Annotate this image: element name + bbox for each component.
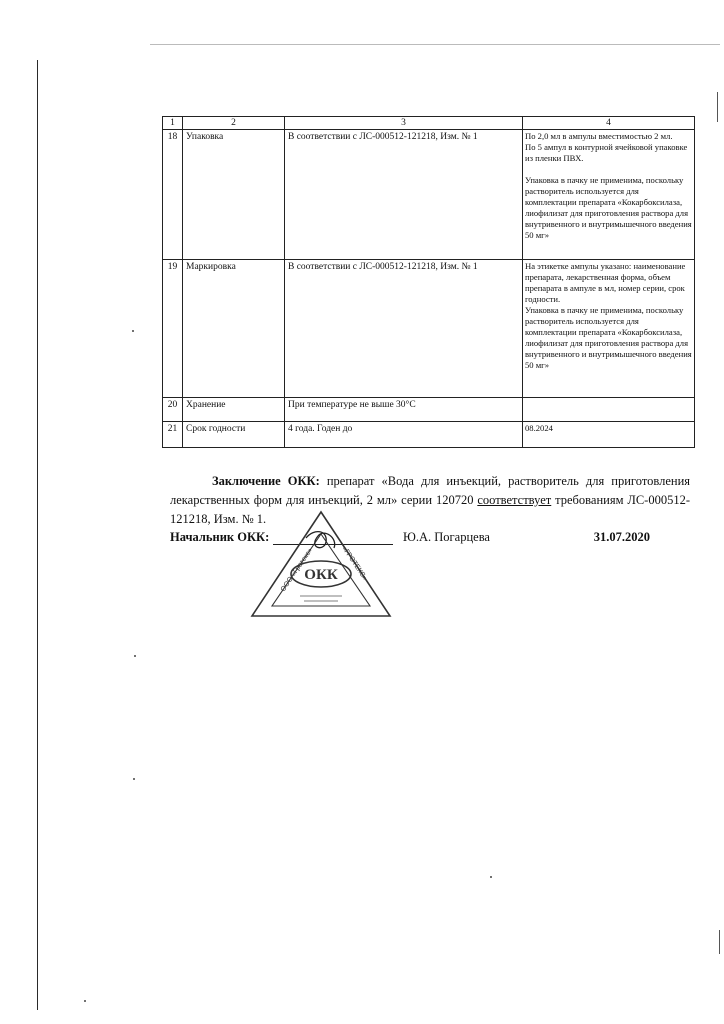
row-number: 19 (163, 260, 183, 398)
stamp-right-text: «ГРОТЕКС» (340, 545, 369, 582)
handwritten-signature (306, 532, 335, 548)
result-line: По 5 ампул в контурной ячейковой упаковке из пленки ПВХ. (525, 142, 688, 163)
scan-speck (132, 330, 134, 332)
row-result: 08.2024 (523, 422, 695, 448)
row-indicator: Срок годности (183, 422, 285, 448)
row-number: 20 (163, 398, 183, 422)
scan-speck (134, 655, 136, 657)
row-requirement: 4 года. Годен до (285, 422, 523, 448)
conclusion-verdict: соответствует (477, 493, 552, 507)
scan-speck (84, 1000, 86, 1002)
result-line: Упаковка в пачку не применима, поскольку растворитель используется для комплектации препарата «Кокарбоксилаза, лиофилизат для приготовления раствора для внутривенного и внутримышечного введения 50 мг» (525, 305, 692, 370)
row-indicator: Маркировка (183, 260, 285, 398)
column-header: 2 (183, 117, 285, 130)
table-header-row (163, 117, 695, 130)
conclusion-label: Заключение ОКК: (212, 474, 320, 488)
scan-edge-right-bottom (719, 930, 720, 954)
row-result (523, 130, 695, 260)
column-header: 4 (523, 117, 695, 130)
row-indicator: Упаковка (183, 130, 285, 260)
row-requirement: В соответствии с ЛС-000512-121218, Изм. № 1 (285, 130, 523, 260)
signer-name: Ю.А. Погарцева (403, 530, 490, 544)
row-number: 18 (163, 130, 183, 260)
table-row (163, 260, 695, 398)
row-requirement: При температуре не выше 30°С (285, 398, 523, 422)
conclusion-text: препарат «Вода для инъекций, растворитель для приготовления лекарственных форм для инъекций, 2 мл» серии (170, 474, 691, 507)
conclusion-text-end: требованиям ЛС-000512-121218, Изм. № 1. (170, 493, 691, 526)
table-row (163, 398, 695, 422)
stamp-left-text: ООО «Гротекс» (279, 547, 315, 594)
scan-edge-right (717, 92, 718, 122)
okk-stamp (248, 508, 394, 620)
row-indicator: Хранение (183, 398, 285, 422)
stamp-outer-triangle (252, 512, 390, 616)
row-requirement: В соответствии с ЛС-000512-121218, Изм. № 1 (285, 260, 523, 398)
signature-label: Начальник ОКК: (170, 530, 270, 544)
scan-edge-left (37, 60, 38, 1010)
result-line: Упаковка в пачку не применима, поскольку растворитель используется для комплектации препарата «Кокарбоксилаза, лиофилизат для приготовления раствора для внутривенного и внутримышечного введения 50 мг» (525, 175, 692, 240)
row-result (523, 398, 695, 422)
conclusion-series: 120720 (435, 493, 474, 507)
row-result (523, 260, 695, 398)
scan-speck (133, 778, 135, 780)
table-row (163, 130, 695, 260)
scan-speck (490, 876, 492, 878)
result-line: На этикетке ампулы указано: наименование препарата, лекарственная форма, объем препарата в ампуле в мл, номер серии, срок годности. (525, 261, 686, 304)
scan-top-line (150, 44, 720, 45)
table-row (163, 422, 695, 448)
stamp-center-text: ОКК (304, 567, 338, 583)
row-number: 21 (163, 422, 183, 448)
column-header: 3 (285, 117, 523, 130)
result-spacer (525, 164, 692, 175)
column-header: 1 (163, 117, 183, 130)
result-line: По 2,0 мл в ампулы вместимостью 2 мл. (525, 131, 673, 141)
specification-table (162, 116, 695, 448)
signature-date: 31.07.2020 (593, 530, 650, 544)
